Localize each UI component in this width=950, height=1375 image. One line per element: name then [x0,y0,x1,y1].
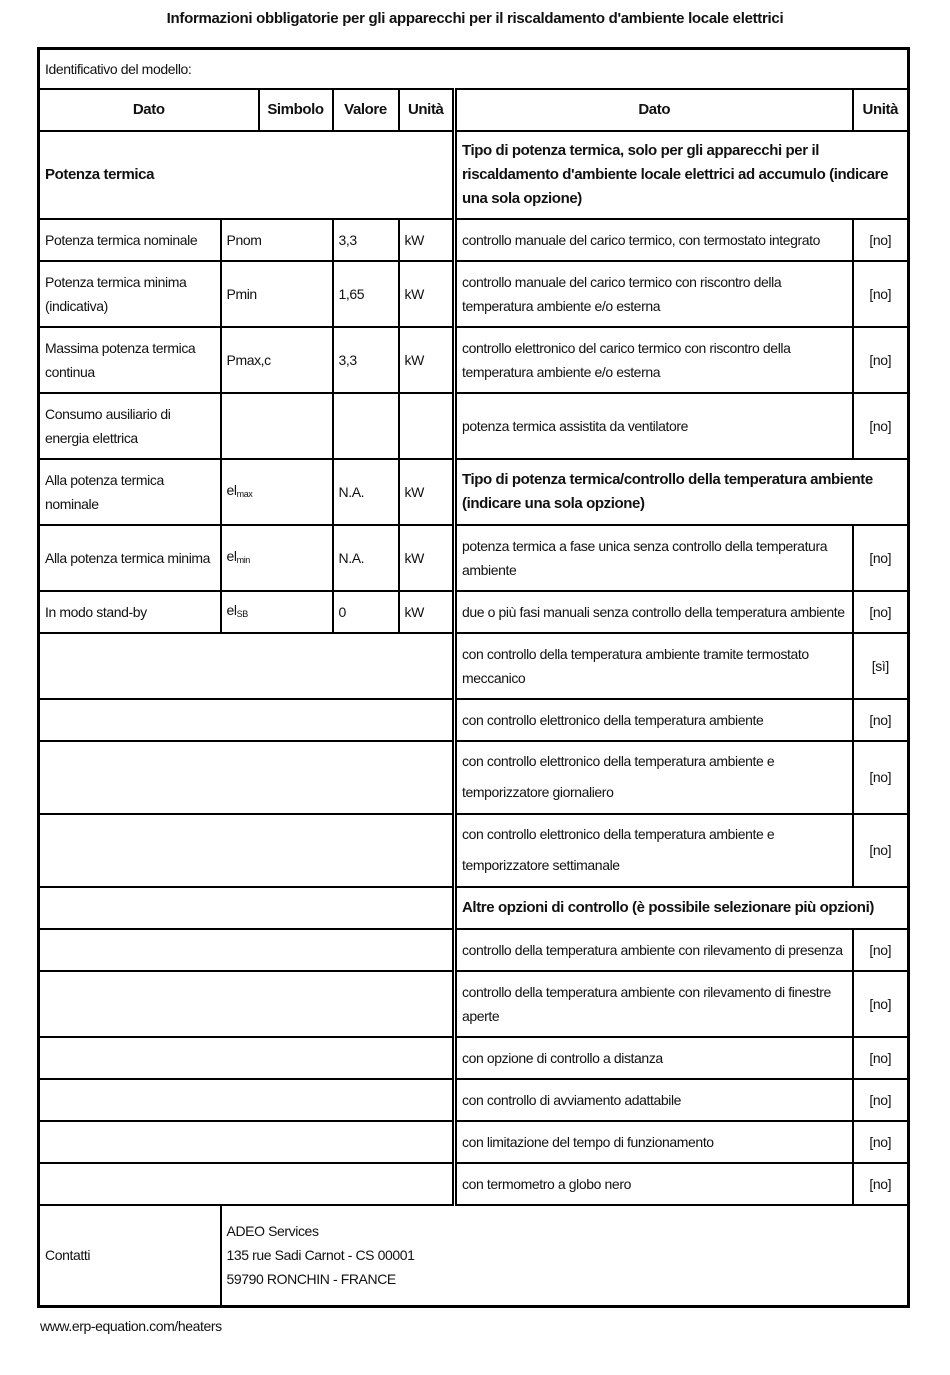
table-row [39,633,909,699]
table-row [39,1121,909,1163]
left-row-label: In modo stand-by [39,591,221,633]
right-row-label: con controllo elettronico della temperatura ambiente [455,699,853,741]
contacts-line: 59790 RONCHIN - FRANCE [226,1271,396,1288]
left-row-value: 3,3 [333,219,399,261]
table-row [39,814,909,887]
left-row-symbol: Pnom [221,219,333,261]
table-row [39,219,909,261]
right-section1-title: Tipo di potenza termica, solo per gli apparecchi per il riscaldamento d'ambiente locale elettrici ad accumulo (indicare una sola opzione) [455,131,909,219]
left-empty-cell [39,887,455,929]
right-row-unit: [no] [853,591,909,633]
left-row-label: Potenza termica minima (indicativa) [39,261,221,327]
left-row-symbol: $el_{max}$ [221,459,333,525]
left-section-title: Potenza termica [39,131,455,219]
right-row-unit: [no] [853,1121,909,1163]
right-row-label: con limitazione del tempo di funzionamento [455,1121,853,1163]
left-row-unit: kW [399,525,455,591]
right-row-unit: [no] [853,1079,909,1121]
right-header-dato: Dato [455,89,853,131]
right-row-unit: [no] [853,261,909,327]
left-row-value [333,393,399,459]
right-row-label: controllo manuale del carico termico, con termostato integrato [455,219,853,261]
right-row-unit: [no] [853,525,909,591]
right-row-label: controllo elettronico del carico termico con riscontro della temperatura ambiente e/o esterna [455,327,853,393]
left-row-value: 3,3 [333,327,399,393]
table-row [39,393,909,459]
left-row-unit: kW [399,459,455,525]
right-row-label: con opzione di controllo a distanza [455,1037,853,1079]
right-section3-title: Altre opzioni di controllo (è possibile selezionare più opzioni) [455,887,909,929]
table-row [39,887,909,929]
right-header-unita: Unità [853,89,909,131]
left-row-label: Consumo ausiliario di energia elettrica [39,393,221,459]
left-row-unit: kW [399,261,455,327]
right-row-unit: [no] [853,741,909,814]
right-row-unit: [no] [853,219,909,261]
left-empty-cell [39,814,455,887]
left-header-dato: Dato [39,89,259,131]
left-empty-cell [39,1163,455,1205]
left-row-label: Massima potenza termica continua [39,327,221,393]
left-row-unit: kW [399,219,455,261]
table-row [39,1037,909,1079]
right-row-unit: [no] [853,1163,909,1205]
table-row [39,1163,909,1205]
page-title: Informazioni obbligatorie per gli apparecchi per il riscaldamento d'ambiente locale elettrici [166,10,784,27]
left-row-value: N.A. [333,459,399,525]
left-row-symbol: $el_{SB}$ [221,591,333,633]
left-empty-cell [39,741,455,814]
right-row-label: con controllo della temperatura ambiente tramite termostato meccanico [455,633,853,699]
left-empty-cell [39,971,455,1037]
right-row-unit: [no] [853,327,909,393]
contacts-row [39,1205,909,1307]
table-row [39,591,909,633]
model-row [39,49,909,89]
table-row [39,971,909,1037]
table-row [39,1079,909,1121]
right-row-unit: [no] [853,971,909,1037]
left-row-value: N.A. [333,525,399,591]
left-row-value: 0 [333,591,399,633]
right-row-label: controllo della temperatura ambiente con rilevamento di presenza [455,929,853,971]
right-row-label: con controllo elettronico della temperatura ambiente e temporizzatore settimanale [455,814,853,887]
right-row-label: potenza termica a fase unica senza controllo della temperatura ambiente [455,525,853,591]
left-empty-cell [39,1037,455,1079]
right-row-label: controllo manuale del carico termico con riscontro della temperatura ambiente e/o esterna [455,261,853,327]
right-row-unit: [no] [853,929,909,971]
left-row-value: 1,65 [333,261,399,327]
table-row [39,261,909,327]
right-row-label: con termometro a globo nero [455,1163,853,1205]
right-row-label: con controllo elettronico della temperatura ambiente e temporizzatore giornaliero [455,741,853,814]
right-section2-title: Tipo di potenza termica/controllo della temperatura ambiente (indicare una sola opzione) [455,459,909,525]
contacts-label: Contatti [39,1205,221,1307]
contacts-address [221,1205,909,1307]
right-row-label: potenza termica assistita da ventilatore [455,393,853,459]
left-row-label: Alla potenza termica minima [39,525,221,591]
info-sheet [37,47,910,1308]
right-row-unit: [no] [853,814,909,887]
table-row [39,459,909,525]
left-row-symbol [221,393,333,459]
left-row-unit: kW [399,591,455,633]
left-row-label: Alla potenza termica nominale [39,459,221,525]
header-row [39,89,909,131]
left-row-symbol: $el_{min}$ [221,525,333,591]
left-empty-cell [39,699,455,741]
left-row-unit [399,393,455,459]
right-row-unit: [no] [853,699,909,741]
right-row-label: controllo della temperatura ambiente con rilevamento di finestre aperte [455,971,853,1037]
info-table [37,47,910,1308]
left-header-simbolo: Simbolo [259,89,333,131]
left-empty-cell [39,633,455,699]
contacts-line: ADEO Services [226,1223,319,1240]
footer-url: www.erp-equation.com/heaters [40,1318,222,1334]
right-row-unit: [sì] [853,633,909,699]
table-row [39,525,909,591]
left-row-symbol: Pmax,c [221,327,333,393]
right-row-label: con controllo di avviamento adattabile [455,1079,853,1121]
model-identifier-label: Identificativo del modello: [39,49,909,89]
contacts-line: 135 rue Sadi Carnot - CS 00001 [226,1247,415,1264]
right-row-label: due o più fasi manuali senza controllo della temperatura ambiente [455,591,853,633]
left-row-label: Potenza termica nominale [39,219,221,261]
table-row [39,929,909,971]
table-row [39,699,909,741]
left-empty-cell [39,1121,455,1163]
left-empty-cell [39,929,455,971]
left-header-valore: Valore [333,89,399,131]
table-row [39,741,909,814]
left-header-unita: Unità [399,89,455,131]
right-row-unit: [no] [853,1037,909,1079]
left-empty-cell [39,1079,455,1121]
right-row-unit: [no] [853,393,909,459]
left-row-unit: kW [399,327,455,393]
left-row-symbol: Pmin [221,261,333,327]
table-row [39,131,909,219]
table-row [39,327,909,393]
